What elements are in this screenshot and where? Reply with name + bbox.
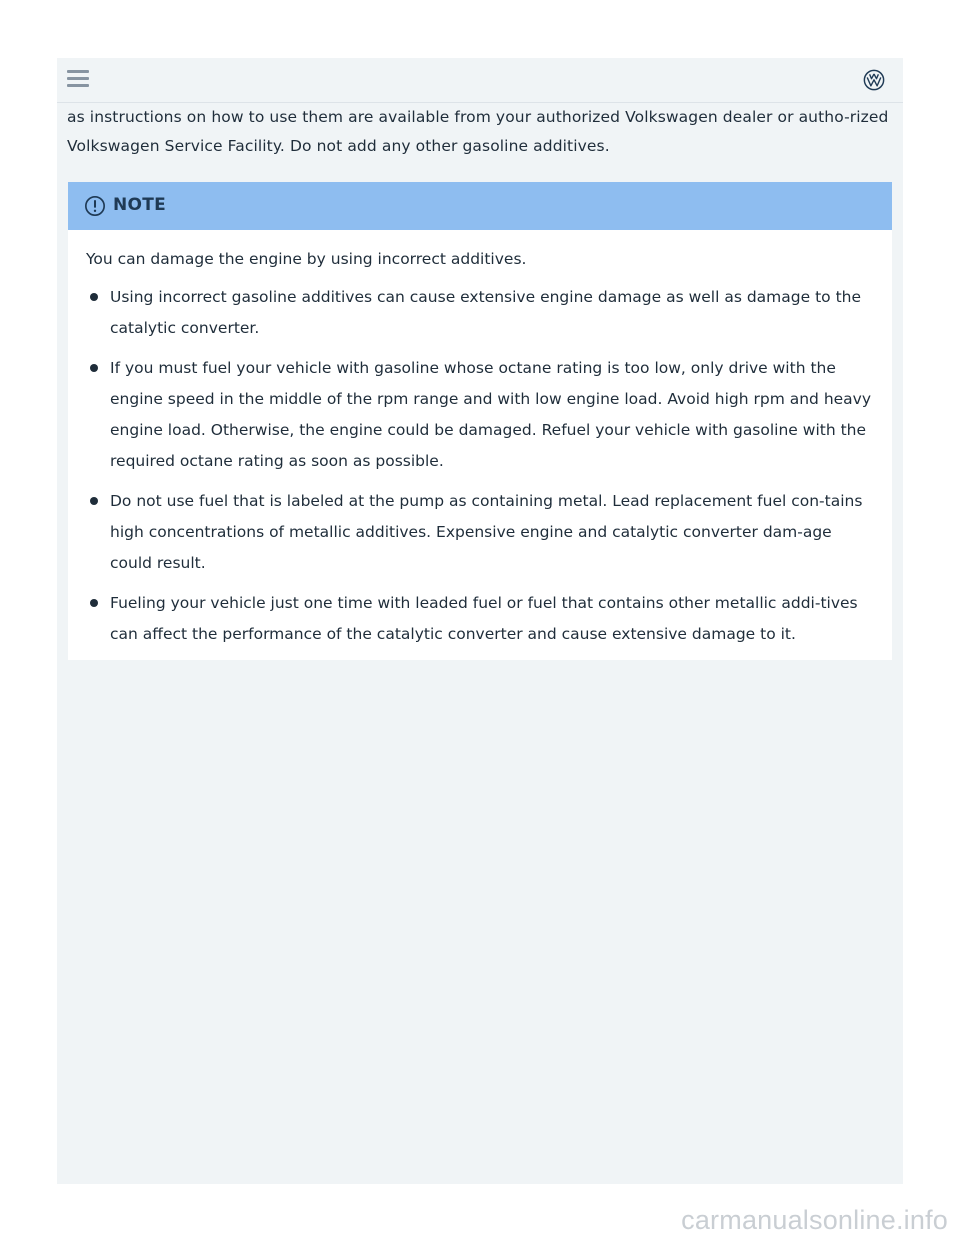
note-bullet-list xyxy=(86,282,874,650)
note-body xyxy=(68,230,892,650)
list-item-text: If you must fuel your vehicle with gasoline whose octane rating is too low, only drive with the engine speed in the middle of the rpm range and with low engine load. Avoid high rpm and heavy engine load. Otherwise, the engine could be damaged. Refuel your vehicle with gasoline with the required octane rating as soon as possible. xyxy=(110,359,872,470)
list-item xyxy=(86,282,874,344)
watermark-text: carmanualsonline.info xyxy=(681,1205,948,1235)
intro-paragraph: as instructions on how to use them are available from your authorized Volkswagen dealer or autho-rized Volkswagen Service Facility. Do not add any other gasoline additives. xyxy=(67,108,889,155)
exclamation-circle-icon xyxy=(84,195,106,217)
hamburger-menu-icon[interactable] xyxy=(67,70,89,90)
bullet-dot-icon xyxy=(90,364,98,372)
manual-page xyxy=(57,58,903,1184)
list-item-text: Using incorrect gasoline additives can cause extensive engine damage as well as damage to the catalytic converter. xyxy=(110,288,862,337)
note-title: NOTE xyxy=(113,195,167,215)
vw-logo-icon xyxy=(863,69,885,91)
bullet-dot-icon xyxy=(90,293,98,301)
list-item xyxy=(86,486,874,579)
list-item-text: Fueling your vehicle just one time with leaded fuel or fuel that contains other metallic addi-tives can affect the performance of the catalytic converter and cause extensive damage to it. xyxy=(110,594,858,643)
note-header xyxy=(68,182,892,230)
bullet-dot-icon xyxy=(90,497,98,505)
list-item xyxy=(86,353,874,477)
list-item-text: Do not use fuel that is labeled at the pump as containing metal. Lead replacement fuel con-tains high concentrations of metallic additives. Expensive engine and catalytic converter dam-age could result. xyxy=(110,492,863,572)
bullet-dot-icon xyxy=(90,599,98,607)
top-bar xyxy=(57,58,903,103)
note-lead-text: You can damage the engine by using incorrect additives. xyxy=(86,250,527,268)
note-box xyxy=(68,182,892,660)
list-item xyxy=(86,588,874,650)
